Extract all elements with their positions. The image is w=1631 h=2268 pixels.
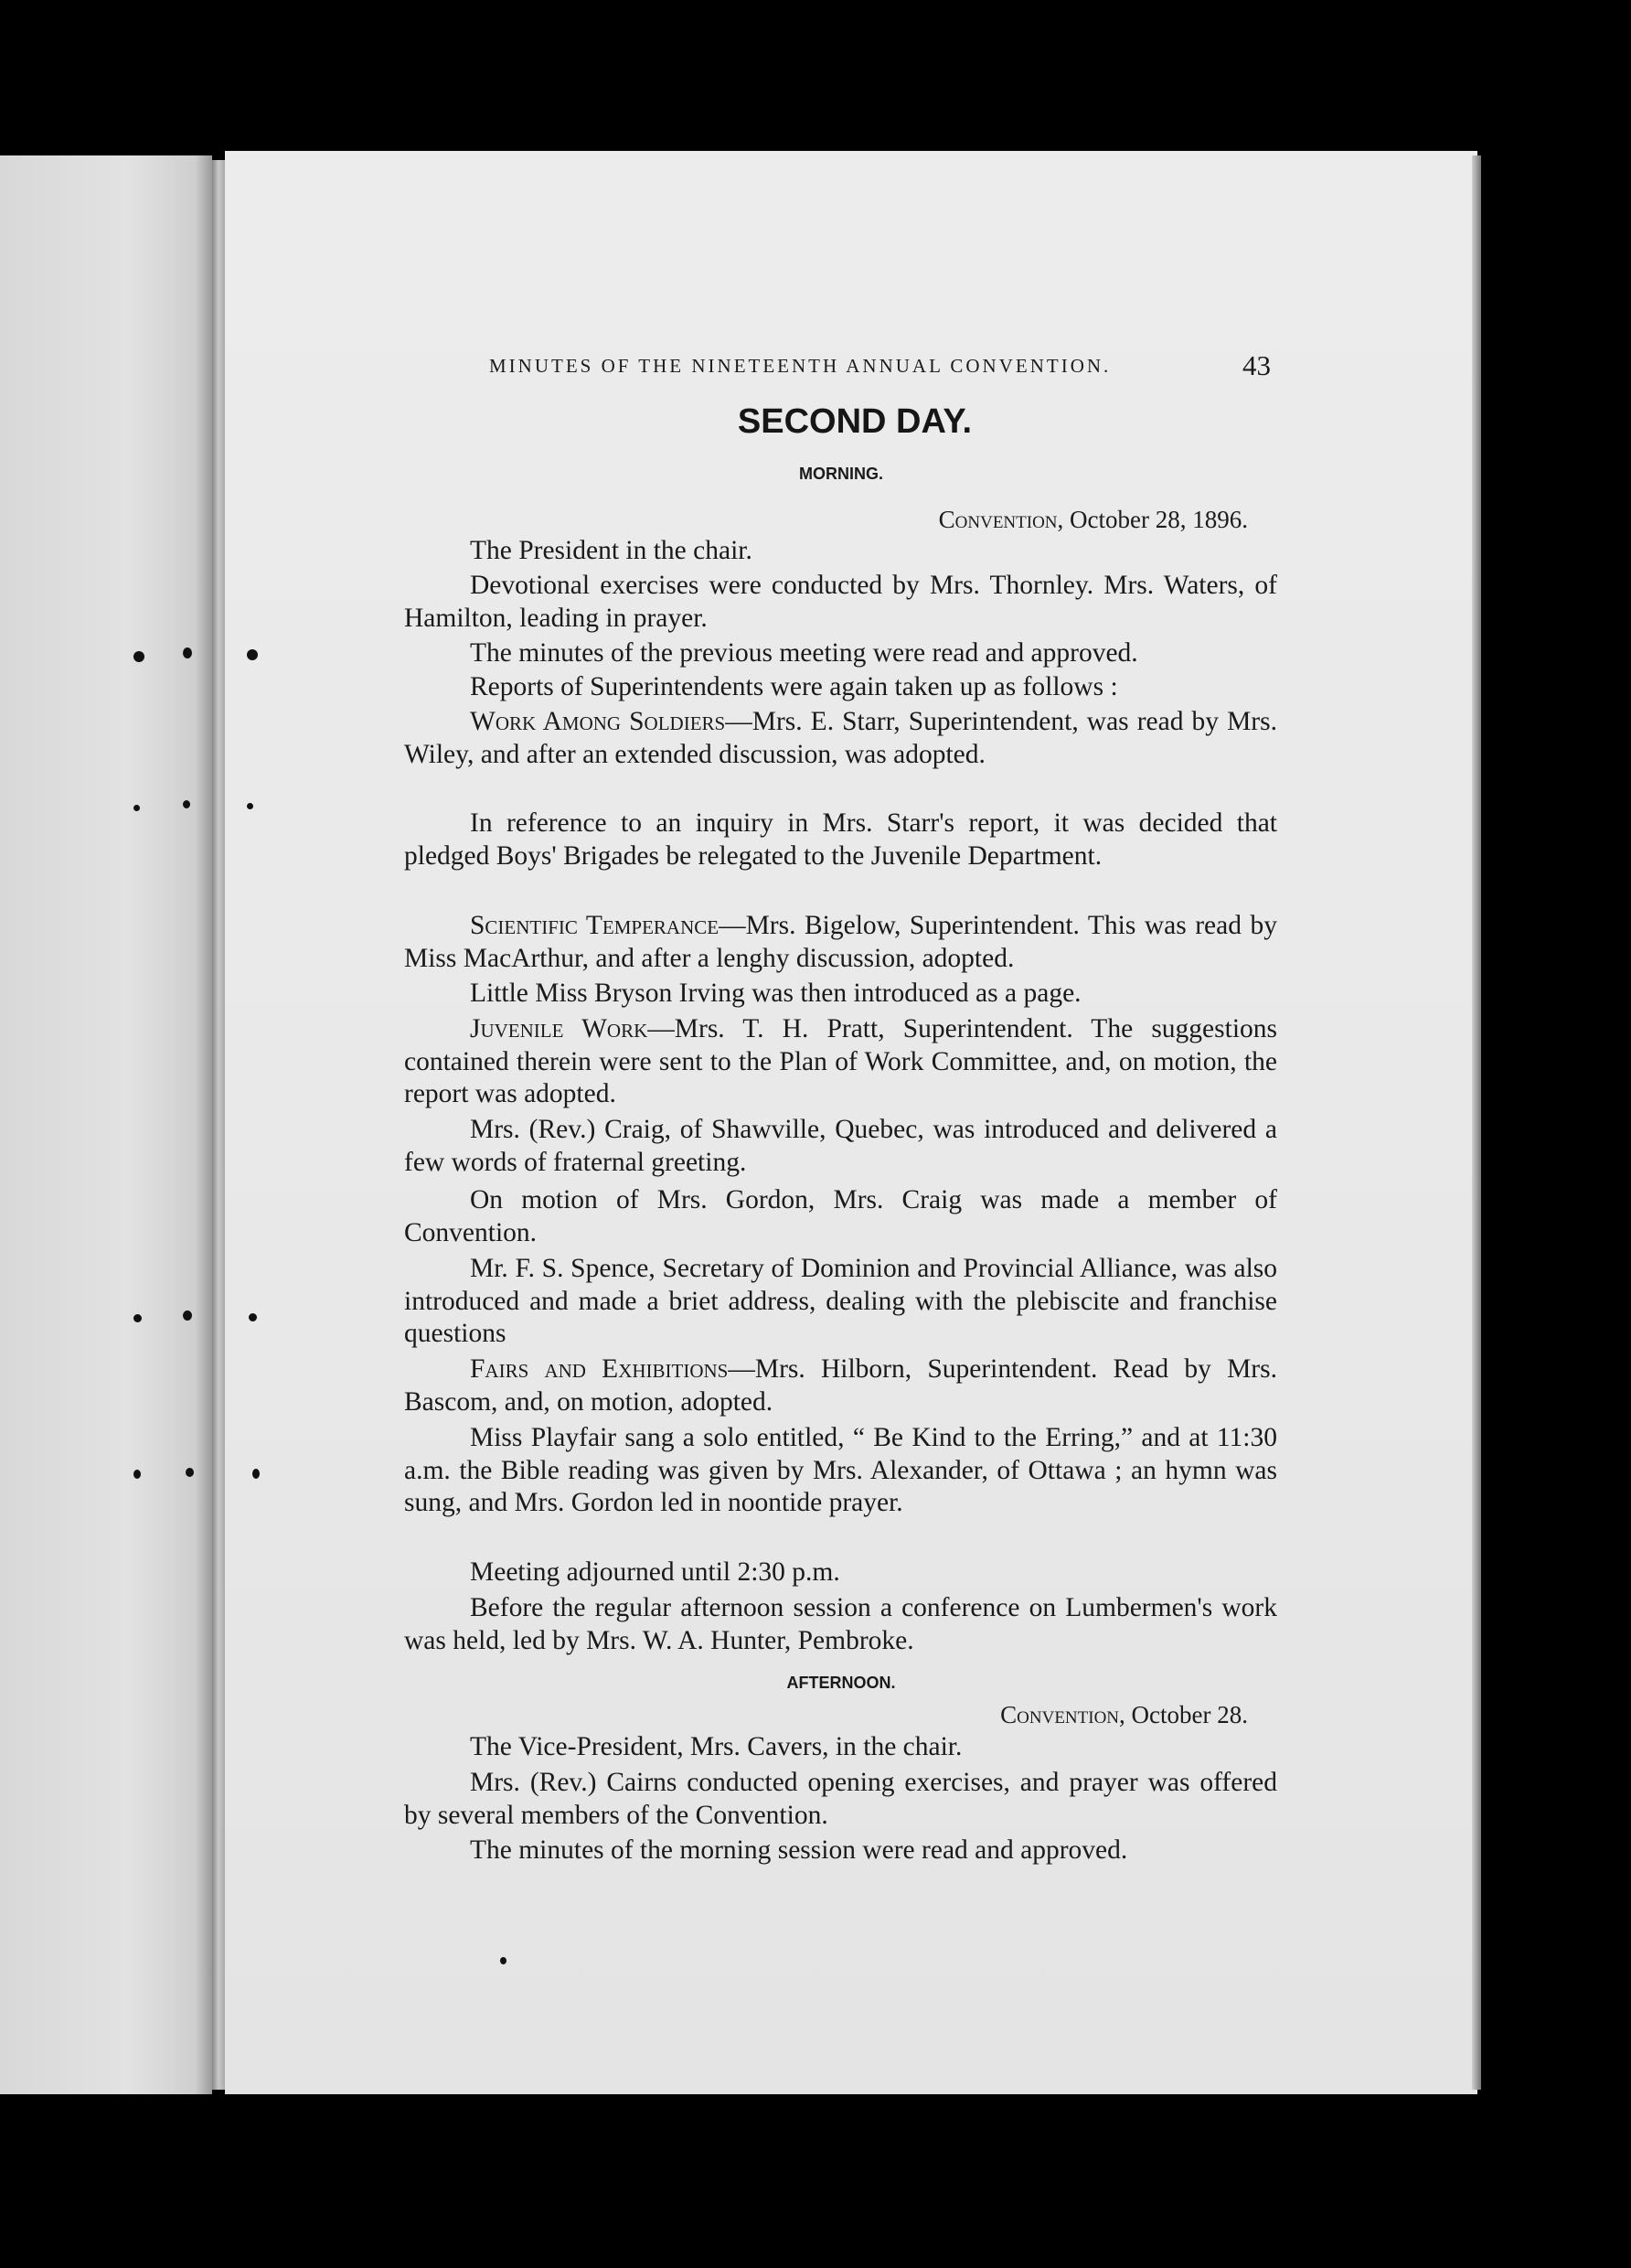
morning-dateline [823, 506, 1248, 534]
dateline-place: Convention, [1000, 1701, 1125, 1728]
left-page-margin [0, 155, 212, 2094]
margin-speck [133, 651, 144, 662]
margin-speck [133, 1314, 142, 1322]
page-edge [1472, 155, 1481, 2090]
morning-subheading: MORNING. [799, 465, 883, 483]
margin-speck [186, 1468, 194, 1477]
paragraph: Devotional exercises were conducted by Mrs. Thornley. Mrs. Waters, of Hamilton, leading in prayer. [404, 571, 1277, 633]
paragraph: Reports of Superintendents were again taken up as follows : [470, 672, 1118, 701]
report-lead: Work Among Soldiers [470, 707, 726, 736]
margin-speck [247, 649, 258, 660]
margin-speck [133, 805, 140, 811]
margin-speck [133, 1470, 141, 1479]
running-head-title: MINUTES OF THE NINETEENTH ANNUAL CONVENTION. [489, 355, 1112, 377]
paragraph: Work Among Soldiers—Mrs. E. Starr, Superintendent, was read by Mrs. Wiley, and after an extended discussion, was adopted. [404, 707, 1277, 769]
paragraph: Scientific Temperance—Mrs. Bigelow, Superintendent. This was read by Miss MacArthur, and after a lenghy discussion, adopted. [404, 911, 1277, 973]
paragraph: Mr. F. S. Spence, Secretary of Dominion and Provincial Alliance, was also introduced and made a briet address, dealing with the plebiscite and franchise questions [404, 1254, 1277, 1348]
paragraph: The minutes of the morning session were read and approved. [470, 1835, 1128, 1865]
report-lead: Fairs and Exhibitions [470, 1354, 729, 1384]
day-heading: SECOND DAY. [737, 402, 973, 441]
paragraph: Meeting adjourned until 2:30 p.m. [470, 1557, 840, 1587]
report-lead: Juvenile Work [470, 1014, 648, 1043]
paragraph: Fairs and Exhibitions—Mrs. Hilborn, Superintendent. Read by Mrs. Bascom, and, on motion, adopted. [404, 1354, 1277, 1417]
paragraph: Miss Playfair sang a solo entitled, “ Be Kind to the Erring,” and at 11:30 a.m. the Bible reading was given by Mrs. Alexander, of Ottawa ; an hymn was sung, and Mrs. Gordon led in noontide prayer. [404, 1423, 1277, 1517]
paragraph: The minutes of the previous meeting were read and approved. [470, 638, 1138, 668]
paragraph: On motion of Mrs. Gordon, Mrs. Craig was made a member of Convention. [404, 1185, 1277, 1247]
paragraph: The Vice-President, Mrs. Cavers, in the chair. [470, 1732, 963, 1761]
running-head [489, 349, 1444, 386]
margin-speck [183, 647, 192, 658]
afternoon-subheading: AFTERNOON. [786, 1674, 896, 1692]
margin-speck [500, 1957, 506, 1964]
margin-speck [249, 1313, 257, 1321]
paragraph: In reference to an inquiry in Mrs. Starr's report, it was decided that pledged Boys' Brigades be relegated to the Juvenile Department. [404, 808, 1277, 871]
paragraph: Before the regular afternoon session a conference on Lumbermen's work was held, led by Mrs. W. A. Hunter, Pembroke. [404, 1593, 1277, 1655]
book-gutter [212, 160, 225, 2090]
page-number: 43 [1242, 349, 1271, 381]
paragraph: Juvenile Work—Mrs. T. H. Pratt, Superintendent. The suggestions contained therein were sent to the Plan of Work Committee, and, on motion, the report was adopted. [404, 1014, 1277, 1108]
afternoon-dateline [823, 1701, 1248, 1729]
paragraph: Mrs. (Rev.) Craig, of Shawville, Quebec, was introduced and delivered a few words of fraternal greeting. [404, 1115, 1277, 1177]
paragraph: Mrs. (Rev.) Cairns conducted opening exercises, and prayer was offered by several members of the Convention. [404, 1768, 1277, 1830]
dateline-date: October 28, 1896. [1070, 506, 1248, 533]
margin-speck [183, 1311, 192, 1321]
dateline-place: Convention, [938, 506, 1064, 533]
margin-speck [252, 1469, 260, 1479]
margin-speck [183, 800, 190, 808]
paragraph: Little Miss Bryson Irving was then introduced as a page. [470, 979, 1082, 1008]
paragraph: The President in the chair. [470, 536, 752, 565]
report-lead: Scientific Temperance [470, 911, 720, 940]
dateline-date: October 28. [1131, 1701, 1248, 1728]
margin-speck [247, 803, 253, 809]
